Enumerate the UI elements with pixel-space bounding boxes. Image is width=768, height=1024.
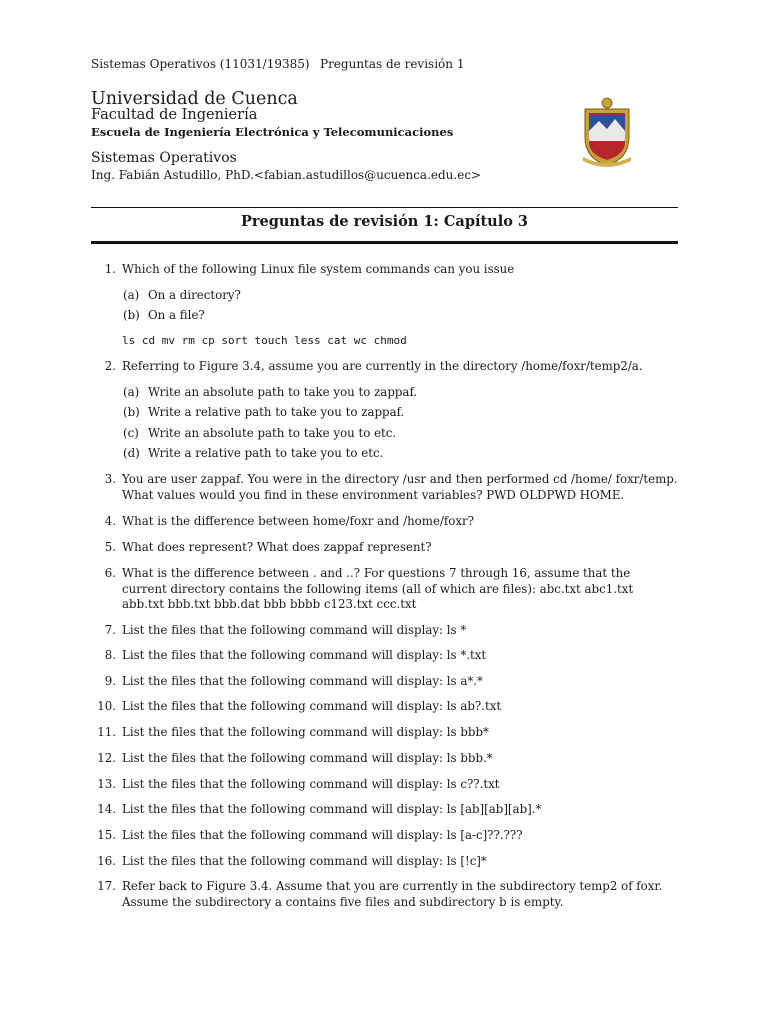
sub-label: (b): [123, 308, 140, 322]
sub-text: Write an absolute path to take you to zappaf.: [148, 385, 418, 399]
professor-contact: Ing. Fabián Astudillo, PhD.<fabian.astudillos@ucuenca.edu.ec>: [91, 168, 482, 182]
question-number: 6.: [104, 566, 116, 580]
question-text: List the files that the following command will display: ls [!c]*: [122, 854, 487, 868]
question-number: 15.: [97, 828, 116, 842]
sub-label: (a): [123, 385, 140, 399]
question-text: List the files that the following command will display: ls *.txt: [122, 648, 487, 662]
header-doc-label: Preguntas de revisión 1: [320, 57, 465, 71]
bottom-rule: [91, 241, 678, 244]
command-list: ls cd mv rm cp sort touch less cat wc chmod: [122, 334, 407, 347]
sub-text: Write an absolute path to take you to etc.: [148, 426, 397, 440]
question-number: 16.: [97, 854, 116, 868]
question-number: 4.: [104, 514, 116, 528]
question-number: 7.: [104, 623, 116, 637]
question-text: Referring to Figure 3.4, assume you are currently in the directory /home/foxr/temp2/a.: [122, 359, 643, 373]
university-name: Universidad de Cuenca: [91, 89, 298, 109]
sub-text: Write a relative path to take you to etc.: [148, 446, 384, 460]
question-number: 17.: [97, 879, 116, 893]
question-number: 2.: [104, 359, 116, 373]
question-number: 12.: [97, 751, 116, 765]
question-number: 1.: [104, 262, 116, 276]
question-text: List the files that the following command will display: ls *: [122, 623, 467, 637]
top-rule: [91, 207, 678, 208]
q2-sub-d: [123, 446, 383, 461]
question-text: List the files that the following command will display: ls c??.txt: [122, 777, 500, 791]
school-name: Escuela de Ingeniería Electrónica y Telecomunicaciones: [91, 125, 454, 139]
course-name: Sistemas Operativos: [91, 150, 237, 166]
question-number: 10.: [97, 699, 116, 713]
faculty-name: Facultad de Ingeniería: [91, 107, 258, 123]
question-text: List the files that the following command will display: ls ab?.txt: [122, 699, 502, 713]
q2-sub-b: [123, 405, 404, 420]
q1-sub-b: [123, 308, 205, 323]
page-title: Preguntas de revisión 1: Capítulo 3: [240, 213, 529, 230]
sub-text: On a directory?: [148, 288, 241, 302]
q2-sub-c: [123, 426, 396, 441]
question-text: List the files that the following command will display: ls a*.*: [122, 674, 483, 688]
q1-sub-a: [123, 288, 241, 303]
question-text: What is the difference between home/foxr and /home/foxr?: [122, 514, 475, 528]
question-text: You are user zappaf. You were in the directory /usr and then performed cd /home/ foxr/temp. What values would you find in these environment variables? PWD OLDPWD HOME.: [122, 472, 678, 502]
question-number: 8.: [104, 648, 116, 662]
sub-text: Write a relative path to take you to zappaf.: [148, 405, 405, 419]
sub-label: (d): [123, 446, 140, 460]
question-number: 14.: [97, 802, 116, 816]
question-text: List the files that the following command will display: ls [ab][ab][ab].*: [122, 802, 542, 816]
question-text: List the files that the following command will display: ls bbb.*: [122, 751, 493, 765]
question-number: 13.: [97, 777, 116, 791]
question-text: Which of the following Linux file system commands can you issue: [122, 262, 515, 276]
sub-label: (a): [123, 288, 140, 302]
q2-sub-a: [123, 385, 417, 400]
university-seal-logo: [581, 97, 633, 167]
question-number: 3.: [104, 472, 116, 486]
question-number: 5.: [104, 540, 116, 554]
question-text: Refer back to Figure 3.4. Assume that you are currently in the subdirectory temp2 of foxr. Assume the subdirectory a contains five files and subdirectory b is empty.: [122, 879, 663, 909]
question-text: What does represent? What does zappaf represent?: [122, 540, 432, 554]
sub-label: (c): [123, 426, 139, 440]
question-number: 11.: [97, 725, 116, 739]
question-text: What is the difference between . and ..? For questions 7 through 16, assume that the current directory contains the following items (all of which are files): abc.txt abc1.txt abb.txt bbb.txt bbb.dat bbb bbbb c123.txt ccc.txt: [122, 566, 634, 611]
question-text: List the files that the following command will display: ls [a-c]??.???: [122, 828, 523, 842]
header-course-code: Sistemas Operativos (11031/19385): [91, 57, 310, 71]
sub-label: (b): [123, 405, 140, 419]
question-text: List the files that the following command will display: ls bbb*: [122, 725, 489, 739]
question-number: 9.: [104, 674, 116, 688]
sub-text: On a file?: [148, 308, 205, 322]
